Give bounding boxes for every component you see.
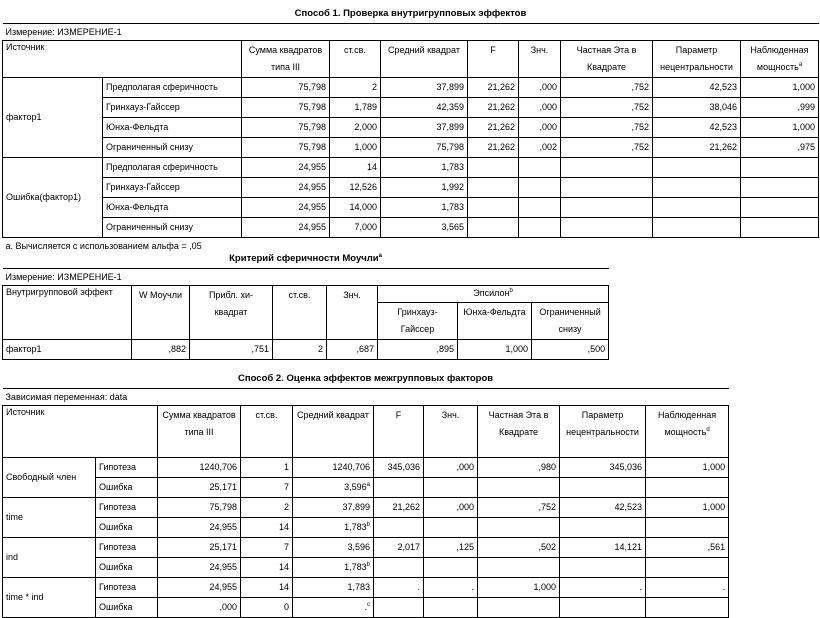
t3-cell — [560, 478, 646, 498]
t3-cell — [374, 598, 424, 618]
t3-cell: 42,523 — [560, 498, 646, 518]
table2-subheader-hf: Юнха-Фельдта — [458, 303, 532, 340]
t1-cell: 1,000 — [330, 138, 381, 158]
t3-cell: 1,000 — [478, 578, 560, 598]
table2-cell-df: 2 — [273, 340, 327, 360]
t1-cell: 21,262 — [468, 118, 519, 138]
table1-title: Способ 1. Проверка внутригрупповых эффектов — [3, 3, 819, 24]
t3-cell: ,000 — [424, 458, 478, 478]
t3-row — [3, 518, 729, 538]
t1-cell: 24,955 — [242, 198, 330, 218]
t3-cell: 1240,706 — [158, 458, 241, 478]
t3-cell: 14 — [241, 578, 293, 598]
table1-footnote: a. Вычисляется с использованием альфа = ,05 — [3, 238, 819, 255]
t3-cell: . — [374, 578, 424, 598]
t1-group-label: Ошибка(фактор1) — [3, 158, 103, 238]
t3-cell — [374, 478, 424, 498]
table1-header-ms: Средний квадрат — [381, 41, 468, 78]
t1-cell: ,999 — [741, 98, 819, 118]
table1-header-power: Наблюденная мощность$^a$ — [741, 41, 819, 78]
t1-cell — [561, 198, 653, 218]
table3-title: Способ 2. Оценка эффектов межгрупповых факторов — [3, 368, 729, 389]
table2-cell-effect: фактор1 — [3, 340, 132, 360]
t1-cell — [519, 178, 561, 198]
t3-cell: 24,955 — [158, 518, 241, 538]
t1-cell: 2,000 — [330, 118, 381, 138]
table1-header-df: ст.св. — [330, 41, 381, 78]
t1-cell — [741, 218, 819, 238]
t1-cell — [561, 158, 653, 178]
t1-group-label: фактор1 — [3, 78, 103, 158]
between-subjects-effects-table — [2, 368, 729, 618]
t1-row — [3, 218, 819, 238]
t3-cell: ,000 — [158, 598, 241, 618]
t3-cell: 1 — [241, 458, 293, 478]
t3-group-label: ind — [3, 538, 96, 578]
t3-cell — [560, 518, 646, 538]
t1-cell: ,000 — [519, 78, 561, 98]
t1-cell — [519, 218, 561, 238]
t3-cell: 37,899 — [293, 498, 374, 518]
t3-group-label: time — [3, 498, 96, 538]
table3-header-ss: Сумма квадратов типа III — [158, 406, 241, 458]
t3-cell — [424, 598, 478, 618]
t3-cell: . — [646, 578, 729, 598]
t3-cell — [478, 478, 560, 498]
t1-row — [3, 198, 819, 218]
t3-row-label: Ошибка — [96, 598, 158, 618]
t3-cell — [424, 518, 478, 538]
t3-cell — [646, 478, 729, 498]
t3-cell: 345,036 — [560, 458, 646, 478]
table2-cell-hf: 1,000 — [458, 340, 532, 360]
t3-row-label: Ошибка — [96, 478, 158, 498]
t3-row-label: Гипотеза — [96, 458, 158, 478]
t3-cell: 25,171 — [158, 538, 241, 558]
t3-cell: 2 — [241, 498, 293, 518]
t3-cell — [560, 558, 646, 578]
t1-cell: ,975 — [741, 138, 819, 158]
t1-cell: ,752 — [561, 118, 653, 138]
t1-cell: 42,523 — [653, 118, 741, 138]
t1-cell: 75,798 — [242, 138, 330, 158]
t3-cell — [560, 598, 646, 618]
t3-cell: 14 — [241, 558, 293, 578]
table1-header-noncentral: Параметр нецентральности — [653, 41, 741, 78]
t1-cell: 1,783 — [381, 198, 468, 218]
t3-cell — [478, 598, 560, 618]
t1-cell: 2 — [330, 78, 381, 98]
t3-row — [3, 498, 729, 518]
t1-cell: 1,783 — [381, 158, 468, 178]
t1-cell — [741, 198, 819, 218]
table3-dependent: Зависимая переменная: data — [3, 389, 729, 406]
t3-cell: 24,955 — [158, 578, 241, 598]
table3-header-ms: Средний квадрат — [293, 406, 374, 458]
table2-subheader-gg: Гринхауз-Гайссер — [378, 303, 458, 340]
t3-cell: 1,783$^b$ — [293, 558, 374, 578]
mauchly-sphericity-table — [2, 248, 609, 360]
t3-cell: .$^c$ — [293, 598, 374, 618]
table2-title: Критерий сферичности Моучли$^a$ — [3, 248, 609, 269]
t3-row — [3, 538, 729, 558]
t1-cell — [561, 218, 653, 238]
table3-header-sig: Знч. — [424, 406, 478, 458]
t3-cell: ,752 — [478, 498, 560, 518]
table3-header-power: Наблюденная мощность$^d$ — [646, 406, 729, 458]
t1-row — [3, 158, 819, 178]
t3-cell — [646, 518, 729, 538]
t3-cell: 25,171 — [158, 478, 241, 498]
t3-cell: 345,036 — [374, 458, 424, 478]
t3-cell — [424, 558, 478, 578]
t1-cell: 12,526 — [330, 178, 381, 198]
table2-cell-gg: ,895 — [378, 340, 458, 360]
t1-cell: 37,899 — [381, 118, 468, 138]
t1-cell — [741, 158, 819, 178]
table3-header-noncentral: Параметр нецентральности — [560, 406, 646, 458]
table2-header-effect: Внутригрупповой эффект — [3, 286, 132, 340]
table2-cell-w: ,882 — [132, 340, 190, 360]
t1-cell — [653, 218, 741, 238]
t3-row — [3, 558, 729, 578]
t3-cell: 14 — [241, 518, 293, 538]
t1-cell — [653, 178, 741, 198]
table3-header-f: F — [374, 406, 424, 458]
t3-row-label: Ошибка — [96, 558, 158, 578]
t1-cell: 21,262 — [653, 138, 741, 158]
t3-row — [3, 598, 729, 618]
t3-cell — [646, 598, 729, 618]
t1-row — [3, 98, 819, 118]
table3-header-source: Источник — [3, 406, 158, 458]
t3-row-label: Ошибка — [96, 518, 158, 538]
t1-cell — [468, 218, 519, 238]
t3-cell: 2,017 — [374, 538, 424, 558]
t1-row-label: Гринхауз-Гайссер — [103, 98, 242, 118]
t1-cell: 38,046 — [653, 98, 741, 118]
t3-cell — [374, 558, 424, 578]
t1-cell: 42,359 — [381, 98, 468, 118]
t1-cell: 1,992 — [381, 178, 468, 198]
t1-cell: 7,000 — [330, 218, 381, 238]
t1-cell: 37,899 — [381, 78, 468, 98]
t1-cell: ,752 — [561, 138, 653, 158]
t1-row-label: Ограниченный снизу — [103, 218, 242, 238]
t3-cell: 1,783 — [293, 578, 374, 598]
t1-row-label: Юнха-Фельдта — [103, 118, 242, 138]
t3-row-label: Гипотеза — [96, 498, 158, 518]
t1-cell: 75,798 — [242, 98, 330, 118]
t3-row — [3, 458, 729, 478]
t3-cell: . — [424, 578, 478, 598]
t1-cell: 75,798 — [381, 138, 468, 158]
t1-cell: 24,955 — [242, 178, 330, 198]
t3-cell: 75,798 — [158, 498, 241, 518]
t1-cell: ,752 — [561, 98, 653, 118]
t1-cell — [468, 158, 519, 178]
t3-cell: . — [560, 578, 646, 598]
t3-cell: 21,262 — [374, 498, 424, 518]
t1-cell: 75,798 — [242, 118, 330, 138]
t3-group-label: Свободный член — [3, 458, 96, 498]
t1-row — [3, 178, 819, 198]
t1-cell — [468, 178, 519, 198]
t1-cell — [468, 198, 519, 218]
table1-header-eta: Частная Эта в Квадрате — [561, 41, 653, 78]
t3-cell: ,561 — [646, 538, 729, 558]
t1-cell: 1,789 — [330, 98, 381, 118]
t3-cell: ,980 — [478, 458, 560, 478]
table2-header-df: ст.св. — [273, 286, 327, 340]
t1-row-label: Юнха-Фельдта — [103, 198, 242, 218]
t3-cell — [646, 558, 729, 578]
t3-cell: 3,596 — [293, 538, 374, 558]
t3-cell: 7 — [241, 478, 293, 498]
t3-cell: 1,783$^b$ — [293, 518, 374, 538]
t1-cell: ,000 — [519, 118, 561, 138]
t1-cell: ,000 — [519, 98, 561, 118]
t3-row — [3, 578, 729, 598]
t1-cell — [741, 178, 819, 198]
t1-cell: 14 — [330, 158, 381, 178]
t3-cell: 24,955 — [158, 558, 241, 578]
t3-cell — [374, 518, 424, 538]
table3-header-df: ст.св. — [241, 406, 293, 458]
t1-row-label: Ограниченный снизу — [103, 138, 242, 158]
t1-cell: 21,262 — [468, 138, 519, 158]
t3-cell: 7 — [241, 538, 293, 558]
within-subjects-effects-table — [2, 3, 819, 254]
t3-cell: 0 — [241, 598, 293, 618]
t1-cell: 24,955 — [242, 218, 330, 238]
t3-cell — [478, 518, 560, 538]
table1-header-source: Источник — [3, 41, 242, 78]
t1-cell — [653, 158, 741, 178]
t3-cell — [478, 558, 560, 578]
t3-cell: ,502 — [478, 538, 560, 558]
table2-header-w: W Моучли — [132, 286, 190, 340]
table1-header-ss: Сумма квадратов типа III — [242, 41, 330, 78]
t1-row — [3, 78, 819, 98]
table2-header-epsilon: Эпсилон$^b$ — [378, 286, 609, 303]
t3-cell: 1,000 — [646, 458, 729, 478]
t1-cell: 21,262 — [468, 78, 519, 98]
t3-row-label: Гипотеза — [96, 578, 158, 598]
t1-cell — [653, 198, 741, 218]
t1-cell: 75,798 — [242, 78, 330, 98]
table1-header-f: F — [468, 41, 519, 78]
t1-cell — [519, 198, 561, 218]
t1-cell: 1,000 — [741, 78, 819, 98]
table2-header-chi: Прибл. хи-квадрат — [190, 286, 273, 340]
table2-cell-sig: ,687 — [327, 340, 378, 360]
table2-header-sig: Знч. — [327, 286, 378, 340]
t1-row-label: Гринхауз-Гайссер — [103, 178, 242, 198]
table2-cell-lb: ,500 — [532, 340, 609, 360]
t1-row — [3, 138, 819, 158]
t1-cell — [561, 178, 653, 198]
t1-row-label: Предполагая сферичность — [103, 158, 242, 178]
t3-cell: 3,596$^a$ — [293, 478, 374, 498]
table2-measure: Измерение: ИЗМЕРЕНИЕ-1 — [3, 269, 609, 286]
t1-cell: 21,262 — [468, 98, 519, 118]
t1-row — [3, 118, 819, 138]
table3-header-eta: Частная Эта в Квадрате — [478, 406, 560, 458]
table2-cell-chi: ,751 — [190, 340, 273, 360]
t3-row — [3, 478, 729, 498]
t3-row-label: Гипотеза — [96, 538, 158, 558]
t1-cell: 24,955 — [242, 158, 330, 178]
t1-cell: ,752 — [561, 78, 653, 98]
t1-row-label: Предполагая сферичность — [103, 78, 242, 98]
table1-measure: Измерение: ИЗМЕРЕНИЕ-1 — [3, 24, 819, 41]
t3-cell — [424, 478, 478, 498]
table2-subheader-lb: Ограниченный снизу — [532, 303, 609, 340]
t3-cell: 14,121 — [560, 538, 646, 558]
table1-header-sig: Знч. — [519, 41, 561, 78]
t3-cell: 1240,706 — [293, 458, 374, 478]
t3-cell: ,125 — [424, 538, 478, 558]
t3-cell: 1,000 — [646, 498, 729, 518]
t1-cell: ,002 — [519, 138, 561, 158]
t1-cell: 1,000 — [741, 118, 819, 138]
t1-cell — [519, 158, 561, 178]
t1-cell: 3,565 — [381, 218, 468, 238]
t1-cell: 14,000 — [330, 198, 381, 218]
t1-cell: 42,523 — [653, 78, 741, 98]
t3-cell: ,000 — [424, 498, 478, 518]
t3-group-label: time * ind — [3, 578, 96, 618]
